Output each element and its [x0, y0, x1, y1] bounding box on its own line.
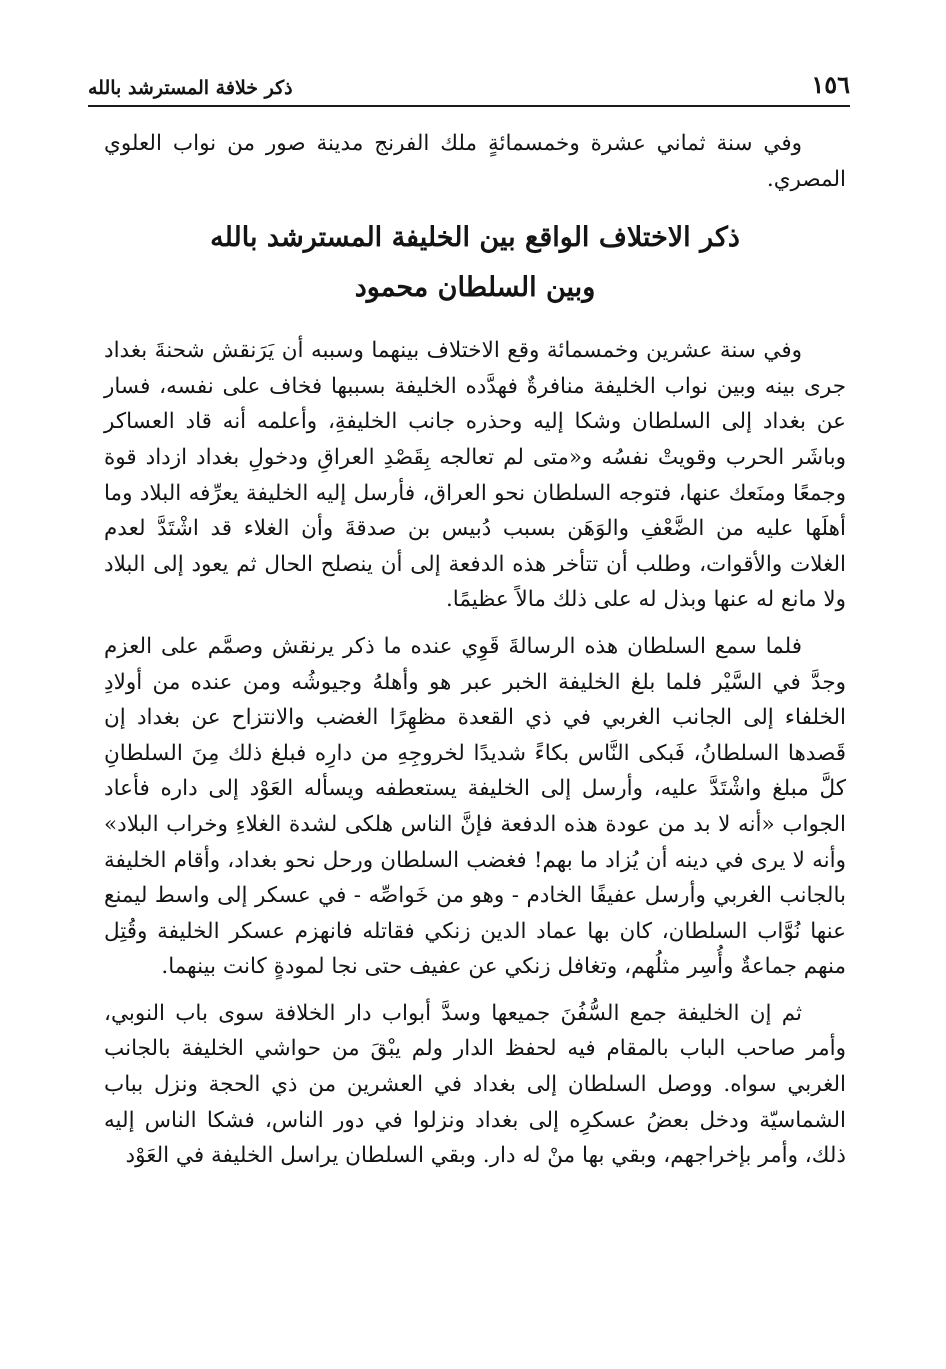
paragraph-gap	[104, 985, 846, 996]
paragraph-gap	[104, 618, 846, 629]
paragraph-1: وفي سنة عشرين وخمسمائة وقع الاختلاف بينهما وسببه أن يَرَنقش شحنةَ بغداد جرى بينه وبين نواب الخليفة منافرةٌ فهدَّده الخليفة بسببها فخاف على نفسه، فسار عن بغداد إلى السلطان وشكا إليه وحذره جانب الخليفةِ، وأعلمه أنه قاد العساكر وباشَر الحرب وقويتْ نفسُه و«متى لم تعالجه بِقَصْدِ العراقِ ودخولِ بغداد ازداد قوة وجمعًا ومنَعك عنها، فتوجه السلطان نحو العراق، فأرسل إليه الخليفة يعرِّفه البلاد وما أهلَها عليه من الضَّعْفِ والوَهَن بسبب دُبيس بن صدقةَ وأن الغلاء قد اشْتَدَّ لعدم الغلات والأقوات، وطلب أن تتأخر هذه الدفعة إلى أن ينصلح الحال ثم يعود إلى البلاد ولا مانع له عنها وبذل له على ذلك مالاً عظيمًا.	[104, 338, 846, 613]
page-number: ١٥٦	[811, 70, 850, 99]
intro-paragraph: وفي سنة ثماني عشرة وخمسمائةٍ ملك الفرنج مدينة صور من نواب العلوي المصري.	[104, 131, 846, 192]
section-heading	[104, 213, 846, 313]
section-heading-line-1: ذكر الاختلاف الواقع بين الخليفة المسترشد بالله	[210, 222, 740, 254]
running-title: ذكر خلافة المسترشد بالله	[88, 77, 293, 99]
page-header	[88, 70, 850, 107]
paragraph-3: ثم إن الخليفة جمع السُّفُنَ جميعها وسدَّ أبواب دار الخلافة سوى باب النوبي، وأمر صاحب الباب بالمقام فيه لحفظ الدار ولم يبْقَ من حواشي الخليفة بالجانب الغربي سواه. ووصل السلطان إلى بغداد في العشرين من ذي الحجة ونزل بباب الشماسيّة ودخل بعضُ عسكرِه إلى بغداد ونزلوا في دور الناس، فشكا الناس إليه ذلك، وأمر بإخراجهم، وبقي بها منْ له دار. وبقي السلطان يراسل الخليفة في العَوْد	[104, 1000, 846, 1169]
body-text	[104, 126, 846, 1174]
paragraph-2: فلما سمع السلطان هذه الرسالةَ قَوِي عنده ما ذكر يرنقش وصمَّم على العزم وجدَّ في السَّيْر فلما بلغ الخليفة الخبر عبر هو وأهلهُ وجيوشُه ومن عنده من أولادِ الخلفاء إلى الجانب الغربي في ذي القعدة مظهِرًا الغضب والانتزاح عن بغداد إن قَصدها السلطانُ، فَبكى النَّاس بكاءً شديدًا لخروجِهِ من دارِه فبلغ ذلك مِنَ السلطانِ كلَّ مبلغ واشْتَدَّ عليه، وأرسل إلى الخليفة يستعطفه ويسأله العَوْد إلى داره فأعاد الجواب «أنه لا بد من عودة هذه الدفعة فإنَّ الناس هلكى لشدة الغلاءِ وخراب البلاد» وأنه لا يرى في دينه أن يُزاد ما بهم! فغضب السلطان ورحل نحو بغداد، وأقام الخليفة بالجانب الغربي وأرسل عفيفًا الخادم - وهو من خَواصِّه - في عسكر إلى واسط ليمنع عنها نُوَّاب السلطان، كان بها عماد الدين زنكي فقاتله فانهزم عسكر الخليفة وقُتِل منهم جماعةٌ وأُسِر مثلُهم، وتغافل زنكي عن عفيف حتى نجا لمودةٍ كانت بينهما.	[104, 633, 846, 980]
section-heading-line-2: وبين السلطان محمود	[354, 272, 596, 304]
